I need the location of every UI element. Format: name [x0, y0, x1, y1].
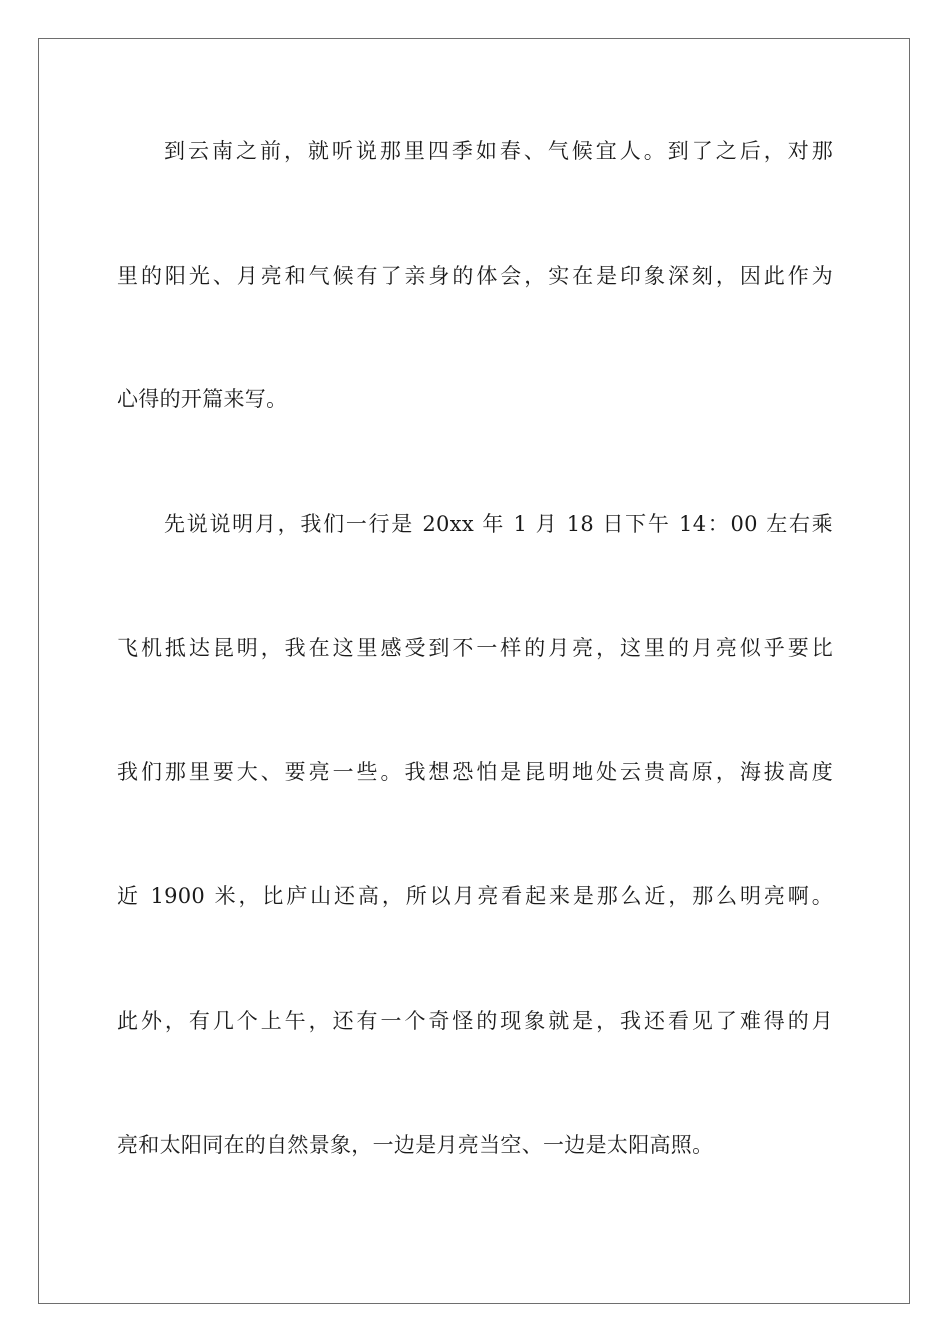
paragraph-line: 亮和太阳同在的自然景象，一边是月亮当空、一边是太阳高照。 — [117, 1133, 714, 1157]
paragraph-line: 飞机抵达昆明，我在这里感受到不一样的月亮，这里的月亮似乎要比 — [117, 636, 833, 660]
paragraph-line: 我们那里要大、要亮一些。我想恐怕是昆明地处云贵高原，海拔高度 — [117, 760, 833, 784]
paragraph-line: 先说说明月，我们一行是 20xx 年 1 月 18 日下午 14：00 左右乘 — [164, 512, 833, 536]
paragraph-line: 到云南之前，就听说那里四季如春、气候宜人。到了之后，对那 — [164, 139, 833, 163]
paragraph-line: 近 1900 米，比庐山还高，所以月亮看起来是那么近，那么明亮啊。 — [117, 884, 833, 908]
paragraph-line: 里的阳光、月亮和气候有了亲身的体会，实在是印象深刻，因此作为 — [117, 264, 833, 288]
paragraph-line: 心得的开篇来写。 — [117, 387, 288, 411]
paragraph-line: 此外，有几个上午，还有一个奇怪的现象就是，我还看见了难得的月 — [117, 1009, 833, 1033]
page-frame — [38, 38, 910, 1304]
